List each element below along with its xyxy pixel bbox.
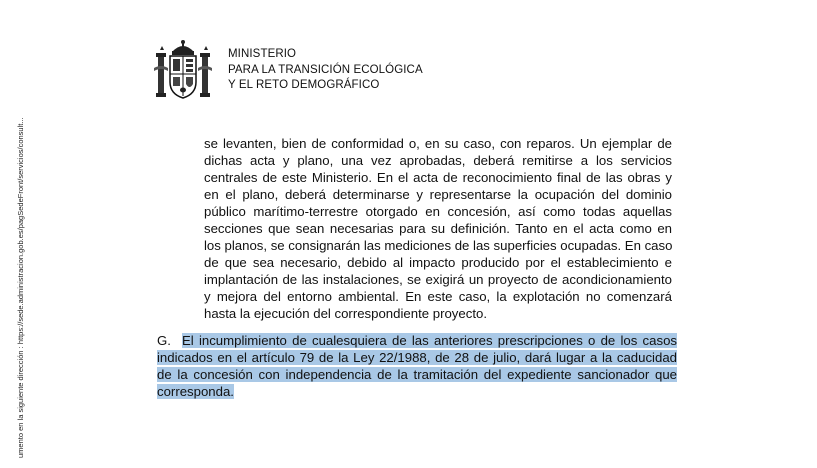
coat-of-arms-logo	[152, 38, 214, 102]
body-paragraph	[204, 135, 672, 322]
selection-highlight: indicados en el artículo 79 de la Ley 22/1988, de 28 de julio, dará lugar a la caducidad	[157, 350, 677, 365]
document-url-side-note: umento en la siguiente dirección : https://sede.administracion.gob.es/pagSedeFront/servicios/consult...	[16, 117, 25, 458]
selected-text[interactable]	[157, 332, 677, 400]
body-line: los planos, se consignarán las mediciones de las superficies ocupadas. En caso	[204, 238, 673, 253]
body-line: en el plano, deberá determinarse y representarse la ocupación del dominio	[204, 187, 672, 202]
body-line: centrales de este Ministerio. En el acta de reconocimiento final de las obras y	[204, 170, 672, 185]
body-line: secciones que sean necesarias para su definición. Tanto en el acta como en	[204, 221, 672, 236]
document-header	[152, 38, 423, 102]
ministry-name	[228, 47, 423, 94]
selected-text-line[interactable]	[157, 366, 677, 383]
ministry-name-line: MINISTERIO	[228, 48, 297, 60]
body-line: hasta la ejecución del correspondiente proyecto.	[204, 306, 487, 321]
selected-text-line[interactable]	[157, 349, 677, 366]
body-line: implantación de las instalaciones, se exigirá un proyecto de acondicionamiento	[204, 272, 672, 287]
ministry-name-line: PARA LA TRANSICIÓN ECOLÓGICA	[228, 63, 423, 76]
body-line: dichas acta y plano, una vez aprobadas, deberá remitirse a los servicios	[204, 153, 672, 168]
body-line: y mejora del entorno ambiental. En este caso, la explotación no comenzará	[204, 289, 672, 304]
body-line: público marítimo-terrestre otorgado en concesión, así como todas aquellas	[204, 204, 672, 219]
selection-highlight: El incumplimiento de cualesquiera de las anteriores prescripciones o de los casos	[182, 333, 677, 348]
selected-text-line[interactable]	[157, 383, 677, 400]
body-line: de que sea necesario, debido al impacto producido por el establecimiento e	[204, 255, 672, 270]
body-line: se levanten, bien de conformidad o, en su caso, con reparos. Un ejemplar de	[204, 136, 672, 151]
selected-text-line[interactable]	[157, 332, 677, 349]
ministry-name-line: Y EL RETO DEMOGRÁFICO	[228, 79, 380, 91]
selection-highlight: corresponda.	[157, 384, 234, 399]
selection-highlight: de la concesión con independencia de la tramitación del expediente sancionador que	[157, 367, 677, 382]
list-item-letter: G.	[157, 333, 171, 348]
